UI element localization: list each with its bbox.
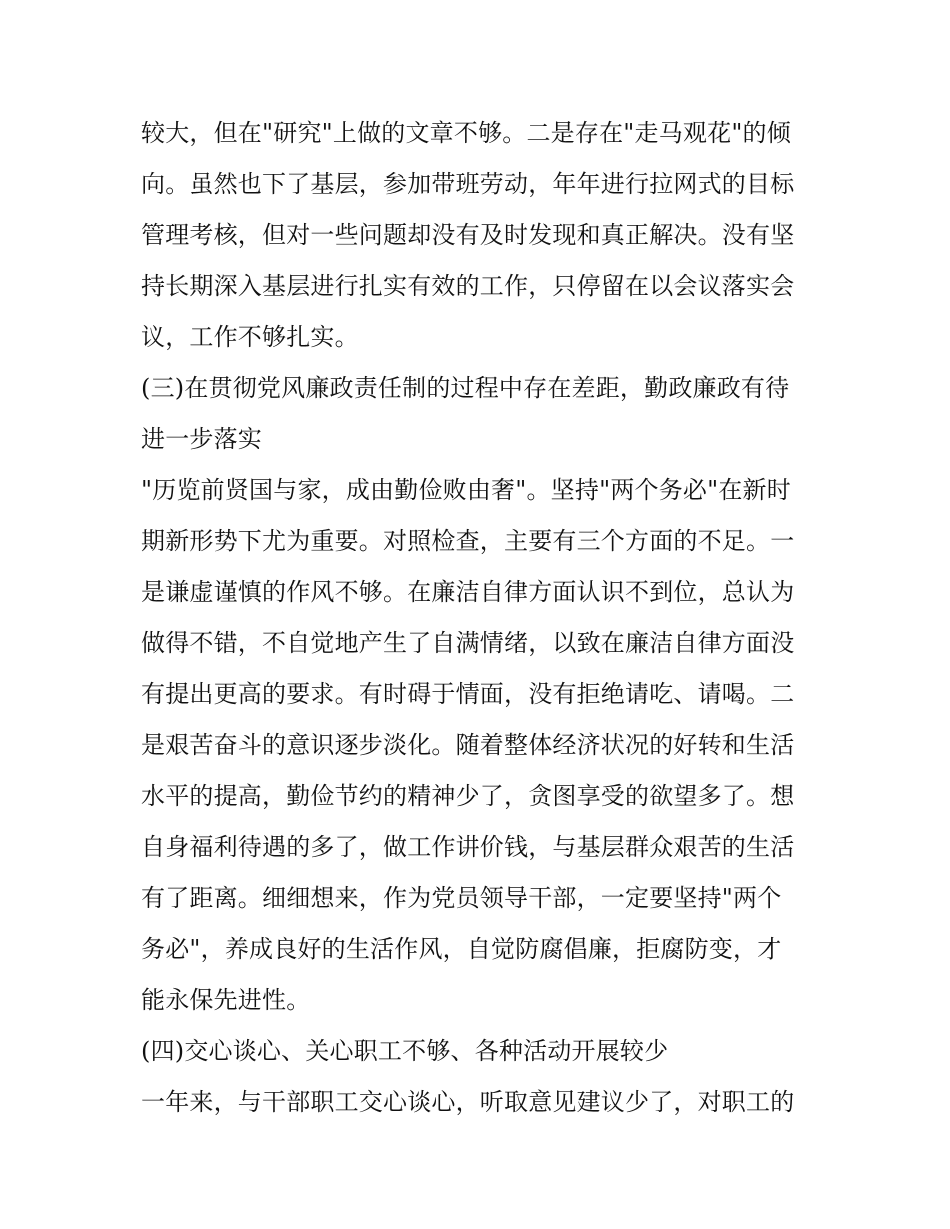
text-line-9: 期新形势下尤为重要。对照检查，主要有三个方面的不足。一 — [141, 527, 795, 555]
text-line-15: 自身福利待遇的多了，做工作讲价钱，与基层群众艰苦的生活 — [141, 833, 795, 861]
document-body — [141, 108, 813, 1128]
text-line-17: 务必"，养成良好的生活作风，自觉防腐倡廉，拒腐防变，才 — [141, 935, 782, 963]
text-line-10: 是谦虚谨慎的作风不够。在廉洁自律方面认识不到位，总认为 — [141, 578, 795, 606]
text-line-8: "历览前贤国与家，成由勤俭败由奢"。坚持"两个务必"在新时 — [141, 476, 791, 504]
text-line-20: 一年来，与干部职工交心谈心，听取意见建议少了，对职工的 — [141, 1088, 795, 1116]
text-line-1: 较大，但在"研究"上做的文章不够。二是存在"走马观花"的倾 — [141, 119, 791, 147]
text-line-5: 议，工作不够扎实。 — [141, 323, 359, 351]
text-line-14: 水平的提高，勤俭节约的精神少了，贪图享受的欲望多了。想 — [141, 782, 795, 810]
text-line-4: 持长期深入基层进行扎实有效的工作，只停留在以会议落实会 — [141, 272, 795, 300]
text-line-12: 有提出更高的要求。有时碍于情面，没有拒绝请吃、请喝。二 — [141, 680, 795, 708]
text-line-16: 有了距离。细细想来，作为党员领导干部，一定要坚持"两个 — [141, 884, 782, 912]
text-line-11: 做得不错，不自觉地产生了自满情绪，以致在廉洁自律方面没 — [141, 629, 795, 657]
text-line-2: 向。虽然也下了基层，参加带班劳动，年年进行拉网式的目标 — [141, 170, 795, 198]
text-line-18: 能永保先进性。 — [141, 986, 311, 1014]
section-heading-4: (四)交心谈心、关心职工不够、各种活动开展较少 — [141, 1037, 669, 1065]
section-heading-3-line-2: 进一步落实 — [141, 425, 262, 453]
section-heading-3-line-1: (三)在贯彻党风廉政责任制的过程中存在差距，勤政廉政有待 — [141, 374, 790, 402]
text-line-13: 是艰苦奋斗的意识逐步淡化。随着整体经济状况的好转和生活 — [141, 731, 795, 759]
text-line-3: 管理考核，但对一些问题却没有及时发现和真正解决。没有坚 — [141, 221, 795, 249]
